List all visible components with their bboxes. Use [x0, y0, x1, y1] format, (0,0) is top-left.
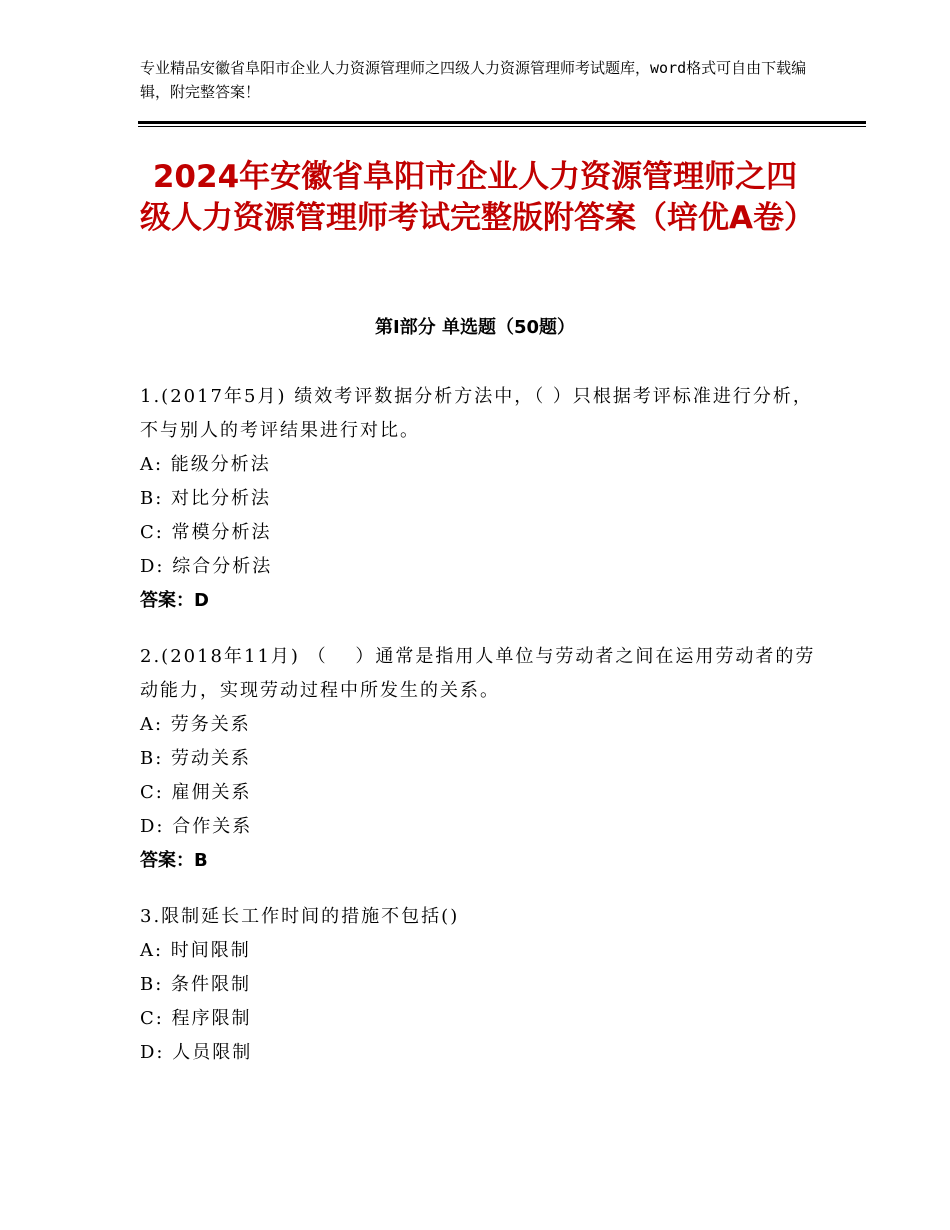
answer: 答案：D: [140, 590, 209, 611]
option-b: B: 条件限制: [140, 974, 252, 995]
option-b: B: 对比分析法: [140, 488, 272, 509]
header-rule-thin: [138, 126, 866, 127]
header-rule-thick: [138, 121, 866, 124]
question-2: [140, 640, 820, 878]
option-c: C: 程序限制: [140, 1008, 252, 1029]
question-list: [140, 380, 820, 1092]
option-a: A: 能级分析法: [140, 454, 271, 475]
option-d: D: 人员限制: [140, 1042, 253, 1063]
option-d: D: 综合分析法: [140, 556, 273, 577]
question-stem: 3.限制延长工作时间的措施不包括(): [140, 906, 460, 927]
option-c: C: 雇佣关系: [140, 782, 252, 803]
section-title: 第Ⅰ部分 单选题（50题）: [374, 317, 575, 338]
option-d: D: 合作关系: [140, 816, 253, 837]
option-a: A: 时间限制: [140, 940, 251, 961]
answer: 答案：B: [140, 850, 208, 871]
document-title: 2024年安徽省阜阳市企业人力资源管理师之四级人力资源管理师考试完整版附答案（培优A卷）: [140, 159, 815, 236]
question-3: [140, 900, 820, 1070]
option-c: C: 常模分析法: [140, 522, 272, 543]
option-a: A: 劳务关系: [140, 714, 251, 735]
question-1: [140, 380, 820, 618]
question-stem: 1.(2017年5月) 绩效考评数据分析方法中，（ ）只根据考评标准进行分析，不与别人的考评结果进行对比。: [140, 386, 813, 441]
question-stem: 2.(2018年11月) （ ）通常是指用人单位与劳动者之间在运用劳动者的劳动能力，实现劳动过程中所发生的关系。: [140, 646, 816, 701]
option-b: B: 劳动关系: [140, 748, 252, 769]
header-note: 专业精品安徽省阜阳市企业人力资源管理师之四级人力资源管理师考试题库，word格式可自由下载编辑，附完整答案！: [140, 59, 807, 101]
